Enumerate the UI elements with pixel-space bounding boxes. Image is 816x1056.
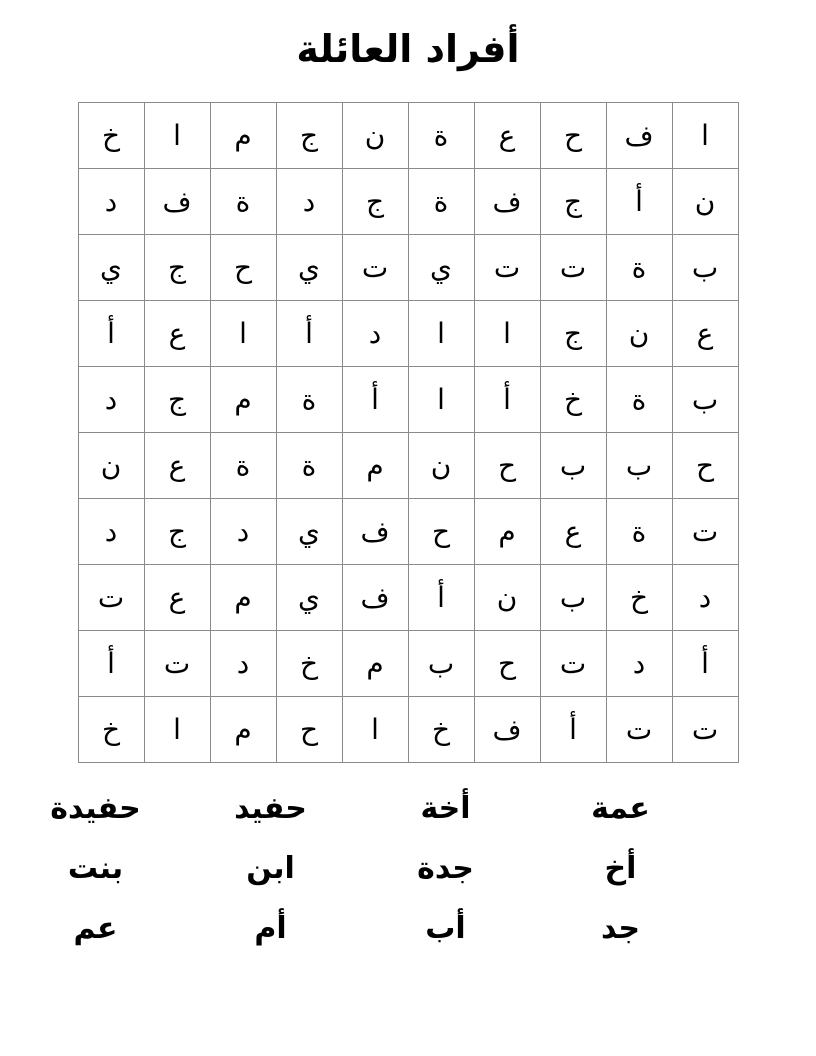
- grid-cell: م: [210, 696, 276, 762]
- grid-cell: ة: [408, 168, 474, 234]
- grid-cell: ي: [276, 498, 342, 564]
- grid-cell: خ: [78, 102, 144, 168]
- grid-cell: ج: [144, 234, 210, 300]
- grid-cell: ج: [342, 168, 408, 234]
- grid-row: [78, 102, 738, 168]
- grid-cell: ا: [210, 300, 276, 366]
- grid-cell: ح: [408, 498, 474, 564]
- grid-row: [78, 168, 738, 234]
- grid-cell: ب: [672, 234, 738, 300]
- word-list-item: ابن: [246, 850, 295, 886]
- grid-cell: ع: [540, 498, 606, 564]
- grid-cell: خ: [276, 630, 342, 696]
- grid-cell: م: [342, 630, 408, 696]
- word-search-grid: [78, 102, 739, 763]
- grid-cell: أ: [342, 366, 408, 432]
- grid-cell: ف: [342, 498, 408, 564]
- grid-cell: أ: [408, 564, 474, 630]
- grid-cell: ت: [672, 498, 738, 564]
- grid-row: [78, 366, 738, 432]
- word-list-item: جدة: [417, 850, 474, 886]
- grid-cell: ا: [474, 300, 540, 366]
- grid-row: [78, 630, 738, 696]
- word-list-row: [8, 899, 708, 959]
- grid-cell: ا: [672, 102, 738, 168]
- grid-cell: ب: [540, 564, 606, 630]
- grid-cell: خ: [540, 366, 606, 432]
- grid-cell: م: [342, 432, 408, 498]
- grid-cell: ا: [408, 300, 474, 366]
- grid-cell: د: [606, 630, 672, 696]
- grid-cell: ب: [408, 630, 474, 696]
- grid-cell: ا: [144, 696, 210, 762]
- grid-cell: ن: [606, 300, 672, 366]
- grid-cell: ح: [474, 432, 540, 498]
- grid-cell: ج: [540, 300, 606, 366]
- grid-cell: ت: [144, 630, 210, 696]
- grid-cell: ة: [276, 366, 342, 432]
- grid-row: [78, 696, 738, 762]
- grid-cell: ي: [276, 234, 342, 300]
- grid-cell: أ: [276, 300, 342, 366]
- grid-cell: د: [78, 498, 144, 564]
- grid-cell: م: [210, 366, 276, 432]
- grid-row: [78, 564, 738, 630]
- grid-cell: ا: [144, 102, 210, 168]
- grid-cell: ن: [78, 432, 144, 498]
- word-list: [8, 779, 708, 959]
- grid-cell: ح: [474, 630, 540, 696]
- grid-row: [78, 498, 738, 564]
- word-list-item: أم: [254, 910, 287, 946]
- grid-cell: ت: [540, 234, 606, 300]
- page-title: أفراد العائلة: [296, 27, 520, 71]
- grid-cell: أ: [78, 630, 144, 696]
- grid-cell: خ: [606, 564, 672, 630]
- grid-cell: ن: [408, 432, 474, 498]
- grid-cell: ت: [342, 234, 408, 300]
- grid-cell: ت: [78, 564, 144, 630]
- word-list-item: عم: [73, 910, 118, 946]
- grid-cell: ح: [210, 234, 276, 300]
- grid-cell: ة: [606, 234, 672, 300]
- grid-cell: ب: [540, 432, 606, 498]
- grid-cell: م: [210, 102, 276, 168]
- grid-cell: ع: [144, 300, 210, 366]
- grid-cell: ج: [540, 168, 606, 234]
- grid-cell: ا: [342, 696, 408, 762]
- grid-cell: ع: [144, 564, 210, 630]
- grid-cell: ف: [144, 168, 210, 234]
- grid-cell: أ: [540, 696, 606, 762]
- grid-cell: ت: [540, 630, 606, 696]
- grid-cell: ة: [606, 366, 672, 432]
- grid-cell: خ: [408, 696, 474, 762]
- grid-cell: د: [210, 498, 276, 564]
- grid-cell: ن: [672, 168, 738, 234]
- grid-cell: ف: [606, 102, 672, 168]
- grid-cell: ي: [78, 234, 144, 300]
- grid-cell: ت: [606, 696, 672, 762]
- grid-cell: ع: [144, 432, 210, 498]
- grid-row: [78, 234, 738, 300]
- grid-cell: د: [78, 366, 144, 432]
- word-list-item: أب: [425, 910, 466, 946]
- grid-cell: ن: [474, 564, 540, 630]
- word-list-item: بنت: [67, 850, 124, 886]
- grid-cell: ت: [672, 696, 738, 762]
- grid-cell: م: [474, 498, 540, 564]
- grid-cell: ج: [144, 498, 210, 564]
- grid-cell: ف: [474, 168, 540, 234]
- word-list-item: حفيد: [234, 790, 307, 826]
- grid-cell: ح: [672, 432, 738, 498]
- grid-cell: د: [672, 564, 738, 630]
- grid-row: [78, 300, 738, 366]
- word-list-row: [8, 779, 708, 839]
- grid-cell: ف: [474, 696, 540, 762]
- grid-cell: أ: [606, 168, 672, 234]
- word-list-item: جد: [601, 910, 640, 946]
- grid-cell: أ: [78, 300, 144, 366]
- grid-cell: ة: [210, 168, 276, 234]
- grid-cell: ح: [276, 696, 342, 762]
- grid-cell: ة: [210, 432, 276, 498]
- word-list-item: عمة: [591, 790, 650, 826]
- grid-cell: د: [210, 630, 276, 696]
- grid-cell: د: [342, 300, 408, 366]
- grid-cell: ج: [144, 366, 210, 432]
- grid-cell: ج: [276, 102, 342, 168]
- grid-cell: ت: [474, 234, 540, 300]
- grid-cell: م: [210, 564, 276, 630]
- grid-cell: ة: [276, 432, 342, 498]
- grid-cell: ع: [672, 300, 738, 366]
- grid-cell: ب: [672, 366, 738, 432]
- grid-cell: ي: [408, 234, 474, 300]
- grid-cell: ع: [474, 102, 540, 168]
- word-list-item: أخ: [604, 850, 637, 886]
- grid-cell: ي: [276, 564, 342, 630]
- word-list-row: [8, 839, 708, 899]
- grid-cell: ة: [408, 102, 474, 168]
- grid-cell: ا: [408, 366, 474, 432]
- grid-cell: ة: [606, 498, 672, 564]
- word-list-item: حفيدة: [50, 790, 141, 826]
- grid-cell: أ: [474, 366, 540, 432]
- grid-cell: خ: [78, 696, 144, 762]
- grid-cell: ح: [540, 102, 606, 168]
- grid-cell: ف: [342, 564, 408, 630]
- grid-cell: ب: [606, 432, 672, 498]
- grid-cell: أ: [672, 630, 738, 696]
- grid-cell: د: [78, 168, 144, 234]
- grid-row: [78, 432, 738, 498]
- word-list-item: أخة: [420, 790, 471, 826]
- grid-cell: ن: [342, 102, 408, 168]
- grid-cell: د: [276, 168, 342, 234]
